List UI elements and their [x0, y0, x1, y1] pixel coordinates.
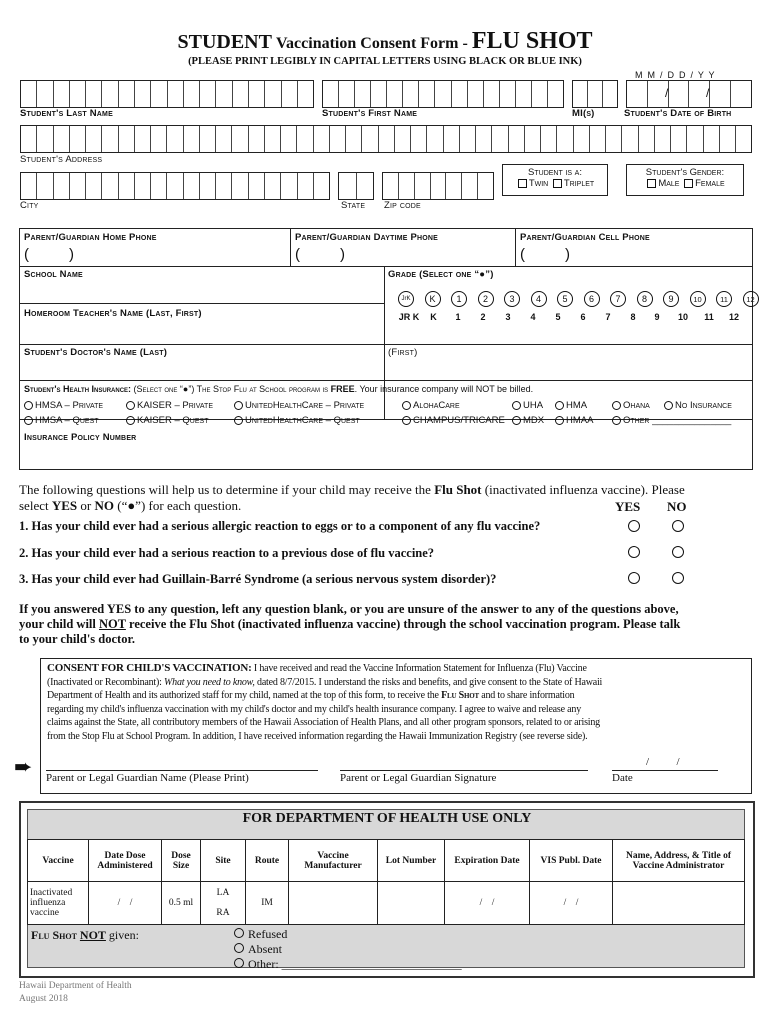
- doh-table: [27, 839, 745, 925]
- col-vis: VIS Publ. Date: [530, 840, 613, 882]
- ins-champus[interactable]: [402, 415, 505, 426]
- policy-number-label: Insurance Policy Number: [24, 432, 137, 443]
- radio-icon: [234, 401, 243, 410]
- cell-expiration[interactable]: / /: [445, 882, 530, 925]
- grade-circle-6[interactable]: 6: [584, 291, 600, 307]
- radio-icon: [126, 401, 135, 410]
- radio-icon: [234, 943, 244, 953]
- ins-label: CHAMPUS/TRICARE: [413, 415, 505, 426]
- not-given-options: [234, 927, 462, 972]
- grade-circle-jrk[interactable]: JrK: [398, 291, 414, 307]
- cell-vis[interactable]: / /: [530, 882, 613, 925]
- grade-label-6: 6: [580, 312, 586, 322]
- insurance-heading: [24, 384, 533, 394]
- intro-select: select: [19, 498, 49, 513]
- consent-line-4: regarding my child's influenza vaccination with my child's doctor and my child's health insurance company. I agree to waive and release any: [47, 703, 581, 715]
- address-label: Student's Address: [20, 154, 103, 165]
- question-1: 1. Has your child ever had a serious allergic reaction to eggs or to a component of any flu vaccine?: [19, 519, 541, 533]
- site-la: LA: [216, 888, 230, 898]
- grade-label-9: 9: [654, 312, 660, 322]
- arrow-icon: ➨: [14, 754, 33, 779]
- warning-line-1: If you answered YES to any question, left any question blank, or you are unsure of the answer to any of the questions above,: [19, 602, 679, 616]
- cell-administrator[interactable]: [613, 882, 745, 925]
- ins-uhc-private[interactable]: [234, 400, 364, 411]
- intro-flu-shot: Flu Shot: [434, 482, 482, 497]
- title-flu-shot: FLU SHOT: [471, 28, 593, 54]
- footer-date: August 2018: [19, 994, 68, 1004]
- grade-circle-3[interactable]: 3: [504, 291, 520, 307]
- grade-circles[interactable]: [398, 291, 759, 307]
- doh-title: FOR DEPARTMENT OF HEALTH USE ONLY: [242, 811, 532, 826]
- ins-label: Other _______________: [623, 415, 732, 426]
- state-label: State: [341, 200, 366, 211]
- grade-label: Grade (Select one “●”): [388, 269, 494, 280]
- grade-label-2: 2: [480, 312, 486, 322]
- address-boxes[interactable]: [20, 125, 752, 153]
- home-phone-label: Parent/Guardian Home Phone: [24, 232, 157, 243]
- twin-checkbox[interactable]: [518, 179, 527, 188]
- ins-label: KAISER – Quest: [137, 415, 209, 426]
- warning-line-2b: receive the Flu Shot (inactivated influenza vaccine) through the school vaccination program. Please talk: [129, 617, 681, 631]
- insurance-label: Student's Health Insurance:: [24, 384, 132, 394]
- consent-line-1: I have received and read the Vaccine Information Statement for Influenza (Flu) Vaccine: [253, 663, 587, 674]
- q2-yes-radio[interactable]: [628, 546, 640, 558]
- radio-icon: [512, 401, 521, 410]
- radio-icon: [126, 416, 135, 425]
- paren-close: ): [69, 246, 74, 263]
- cell-site[interactable]: [201, 882, 246, 925]
- no-header: NO: [667, 499, 687, 514]
- day-phone-label: Parent/Guardian Daytime Phone: [295, 232, 439, 243]
- print-instruction: (PLEASE PRINT LEGIBLY IN CAPITAL LETTERS USING BLACK OR BLUE INK): [188, 56, 582, 67]
- q1-no-radio[interactable]: [672, 520, 684, 532]
- insurance-label-rest: (Select one “●”) The Stop Flu at School program is: [133, 384, 329, 394]
- day-phone-area[interactable]: [295, 246, 345, 263]
- ins-alohacare[interactable]: [402, 400, 460, 411]
- not-given-not: NOT: [79, 928, 106, 942]
- option-label: Refused: [248, 927, 288, 941]
- radio-icon: [234, 416, 243, 425]
- ins-kaiser-private[interactable]: [126, 400, 213, 411]
- option-label: Other: ______________________________: [248, 957, 462, 971]
- col-site: Site: [201, 840, 246, 882]
- intro-text-1: The following questions will help us to determine if your child may receive the: [19, 482, 431, 497]
- radio-icon: [512, 416, 521, 425]
- option-other[interactable]: [234, 957, 462, 972]
- ins-uhc-quest[interactable]: [234, 415, 360, 426]
- intro-yes: YES: [51, 498, 78, 513]
- grade-label-3: 3: [505, 312, 511, 322]
- mi-label: MI(s): [572, 108, 595, 119]
- school-name-label: School Name: [24, 269, 83, 280]
- consent-line-3a: Department of Health and its authorized staff for my child, named at the top of this form, to receive the: [47, 690, 439, 701]
- question-2: 2. Has your child ever had a serious reaction to a previous dose of flu vaccine?: [19, 546, 435, 560]
- grade-label-jrk: JR K: [398, 312, 420, 322]
- option-label: Absent: [248, 942, 282, 956]
- dob-slash-1: /: [665, 86, 669, 100]
- col-administrator: Name, Address, & Title of Vaccine Administrator: [613, 840, 745, 882]
- consent-line-6: from the Stop Flu at School Program. In addition, I have received information regarding the Hawaii Immunization Registry (see reverse side).: [47, 730, 588, 742]
- ins-label: Ohana: [623, 400, 650, 411]
- grid-vline-phone-2: [515, 229, 516, 266]
- intro-text-2: (inactivated influenza vaccine). Please: [484, 482, 685, 497]
- not-given-text: given:: [108, 928, 139, 942]
- radio-icon: [555, 401, 564, 410]
- male-checkbox[interactable]: [647, 179, 656, 188]
- grade-label-4: 4: [530, 312, 536, 322]
- grade-label-k: K: [430, 312, 437, 322]
- warning-text: [19, 602, 764, 647]
- consent-line-2a: (Inactivated or Recombinant):: [47, 676, 162, 688]
- title-middle: Vaccination Consent Form -: [275, 35, 468, 52]
- grade-circle-7[interactable]: 7: [610, 291, 626, 307]
- ins-label: KAISER – Private: [137, 400, 213, 411]
- yes-header: YES: [615, 499, 641, 514]
- grid-hline-1: [20, 266, 752, 267]
- option-refused[interactable]: [234, 927, 462, 942]
- student-is-a-box: [502, 164, 608, 196]
- option-absent[interactable]: [234, 942, 462, 957]
- student-is-a-label: Student is a:: [528, 167, 582, 178]
- zip-label: Zip code: [384, 200, 421, 211]
- date-line[interactable]: [612, 770, 718, 771]
- grade-label-8: 8: [630, 312, 636, 322]
- grade-circle-8[interactable]: 8: [637, 291, 653, 307]
- insurance-free: FREE: [330, 384, 355, 394]
- teacher-name-label: Homeroom Teacher's Name (Last, First): [24, 308, 202, 319]
- ins-label: HMSA – Private: [35, 400, 104, 411]
- grade-circle-k[interactable]: K: [425, 291, 441, 307]
- intro-no: NO: [94, 498, 114, 513]
- q3-yes-radio[interactable]: [628, 572, 640, 584]
- grade-label-12: 12: [728, 312, 739, 322]
- ins-mdx[interactable]: [512, 415, 544, 426]
- triplet-checkbox[interactable]: [553, 179, 562, 188]
- ins-uha[interactable]: [512, 400, 543, 411]
- paren-open: (: [295, 246, 300, 263]
- grade-labels: [393, 312, 744, 322]
- radio-icon: [402, 416, 411, 425]
- grade-label-11: 11: [704, 312, 714, 322]
- gender-label: Student's Gender:: [645, 167, 725, 178]
- title-student: STUDENT: [177, 31, 272, 53]
- guardian-signature-caption: Parent or Legal Guardian Signature: [340, 772, 497, 784]
- ins-no-insurance[interactable]: [664, 400, 732, 411]
- dob-slash-2: /: [706, 86, 710, 100]
- cell-phone-label: Parent/Guardian Cell Phone: [520, 232, 650, 243]
- warning-not: NOT: [99, 617, 126, 631]
- col-expiration: Expiration Date: [445, 840, 530, 882]
- female-label: Female: [695, 178, 725, 189]
- intro-or: or: [80, 498, 92, 513]
- grid-hline-3: [20, 344, 752, 345]
- doctor-first-label: (First): [388, 347, 418, 358]
- date-format-hint: M M / D D / Y Y: [635, 70, 715, 80]
- cell-dose-size: 0.5 ml: [162, 882, 201, 925]
- consent-line-3b: and to share information: [481, 690, 575, 701]
- grid-hline-4: [20, 380, 752, 381]
- ins-label: UnitedHealthCare – Private: [245, 400, 365, 411]
- cell-phone-area[interactable]: [520, 246, 570, 263]
- city-boxes[interactable]: [20, 172, 330, 200]
- col-route: Route: [246, 840, 289, 882]
- dob-label: Student's Date of Birth: [624, 108, 732, 119]
- ins-label: HMA: [566, 400, 588, 411]
- state-boxes[interactable]: [338, 172, 374, 200]
- paren-close: ): [340, 246, 345, 263]
- last-name-boxes[interactable]: [20, 80, 314, 108]
- cell-route: IM: [246, 882, 289, 925]
- grade-circle-2[interactable]: 2: [478, 291, 494, 307]
- dob-boxes[interactable]: [626, 80, 752, 108]
- grade-circle-11[interactable]: 11: [716, 291, 732, 307]
- grid-hline-2: [20, 303, 384, 304]
- guardian-name-caption: Parent or Legal Guardian Name (Please Print): [46, 772, 249, 784]
- ins-label: No Insurance: [675, 400, 732, 411]
- mi-boxes[interactable]: [572, 80, 618, 108]
- ins-label: UHA: [523, 400, 544, 411]
- consent-line-2b: dated 8/7/2015. I understand the risks and benefits, and give consent to the State of Hawaii: [257, 676, 603, 688]
- date-caption: Date: [612, 772, 633, 784]
- cell-date-dose[interactable]: / /: [89, 882, 162, 925]
- date-slashes: / /: [646, 756, 680, 768]
- cell-lot[interactable]: [378, 882, 445, 925]
- col-lot: Lot Number: [378, 840, 445, 882]
- consent-vis-title: What you need to know,: [164, 676, 255, 688]
- grade-circle-4[interactable]: 4: [531, 291, 547, 307]
- first-name-boxes[interactable]: [322, 80, 564, 108]
- last-name-label: Student's Last Name: [20, 108, 113, 119]
- guardian-signature-line[interactable]: [340, 770, 588, 771]
- col-vaccine: Vaccine: [28, 840, 89, 882]
- radio-icon: [612, 401, 621, 410]
- ins-other[interactable]: [612, 415, 731, 426]
- radio-icon: [555, 416, 564, 425]
- warning-line-2a: your child will: [19, 617, 96, 631]
- not-given-label: [31, 928, 139, 943]
- paren-close: ): [565, 246, 570, 263]
- triplet-label: Triplet: [563, 178, 595, 189]
- col-dose-size: Dose Size: [162, 840, 201, 882]
- ins-label: MDX: [523, 415, 545, 426]
- consent-heading: CONSENT FOR CHILD'S VACCINATION:: [47, 662, 252, 674]
- twin-triplet-options: [503, 178, 607, 189]
- questions-intro: [19, 482, 759, 514]
- male-label: Male: [658, 178, 680, 189]
- city-label: City: [20, 200, 39, 211]
- radio-icon: [664, 401, 673, 410]
- gender-options: [627, 178, 743, 189]
- grid-vline-grade: [384, 266, 385, 419]
- consent-line-5: claims against the State, all contributory members of the Hawaii Association of Health Plans, and all other program sponsors, related to or arising: [47, 717, 600, 728]
- radio-icon: [234, 928, 244, 938]
- ins-hma[interactable]: [555, 400, 587, 411]
- question-3: 3. Has your child ever had Guillain-Barré Syndrome (a serious nervous system disorder)?: [19, 572, 497, 586]
- doctor-name-label: Student's Doctor's Name (Last): [24, 347, 168, 358]
- twin-label: Twin: [528, 178, 549, 189]
- ins-label: UnitedHealthCare – Quest: [245, 415, 360, 426]
- radio-icon: [24, 416, 33, 425]
- col-date-dose: Date Dose Administered: [89, 840, 162, 882]
- ins-label: HMAA: [566, 415, 594, 426]
- form-title: [0, 28, 770, 55]
- home-phone-area[interactable]: [24, 246, 74, 263]
- grade-circle-12[interactable]: 12: [743, 291, 759, 307]
- intro-each: (“●”) for each question.: [117, 498, 242, 513]
- gender-box: [626, 164, 744, 196]
- ins-hmsa-private[interactable]: [24, 400, 103, 411]
- insurance-label-end: . Your insurance company will NOT be billed.: [354, 384, 534, 394]
- first-name-label: Student's First Name: [322, 108, 418, 119]
- footer-department: Hawaii Department of Health: [19, 981, 132, 991]
- grade-circle-1[interactable]: 1: [451, 291, 467, 307]
- paren-open: (: [24, 246, 29, 263]
- site-ra: RA: [216, 908, 230, 918]
- guardian-name-line[interactable]: [46, 770, 318, 771]
- ins-hmaa[interactable]: [555, 415, 593, 426]
- female-checkbox[interactable]: [684, 179, 693, 188]
- ins-label: HMSA – Quest: [35, 415, 99, 426]
- not-given-flu-shot: Flu Shot: [31, 928, 77, 942]
- consent-flu-shot: Flu Shot: [441, 690, 479, 701]
- radio-icon: [402, 401, 411, 410]
- ins-hmsa-quest[interactable]: [24, 415, 99, 426]
- grade-circle-5[interactable]: 5: [557, 291, 573, 307]
- q2-no-radio[interactable]: [672, 546, 684, 558]
- q1-yes-radio[interactable]: [628, 520, 640, 532]
- ins-ohana[interactable]: [612, 400, 650, 411]
- grade-label-1: 1: [455, 312, 461, 322]
- zip-boxes[interactable]: [382, 172, 494, 200]
- cell-manufacturer[interactable]: [289, 882, 378, 925]
- ins-label: AlohaCare: [413, 400, 460, 411]
- cell-vaccine: Inactivated influenza vaccine: [28, 882, 89, 925]
- grid-vline-phone-1: [290, 229, 291, 266]
- grade-label-5: 5: [555, 312, 561, 322]
- q3-no-radio[interactable]: [672, 572, 684, 584]
- grade-circle-9[interactable]: 9: [663, 291, 679, 307]
- paren-open: (: [520, 246, 525, 263]
- radio-icon: [234, 958, 244, 968]
- radio-icon: [612, 416, 621, 425]
- radio-icon: [24, 401, 33, 410]
- grade-label-7: 7: [605, 312, 611, 322]
- col-manufacturer: Vaccine Manufacturer: [289, 840, 378, 882]
- warning-line-3: to your child's doctor.: [19, 632, 135, 646]
- grade-label-10: 10: [677, 312, 688, 322]
- grade-circle-10[interactable]: 10: [690, 291, 706, 307]
- ins-kaiser-quest[interactable]: [126, 415, 208, 426]
